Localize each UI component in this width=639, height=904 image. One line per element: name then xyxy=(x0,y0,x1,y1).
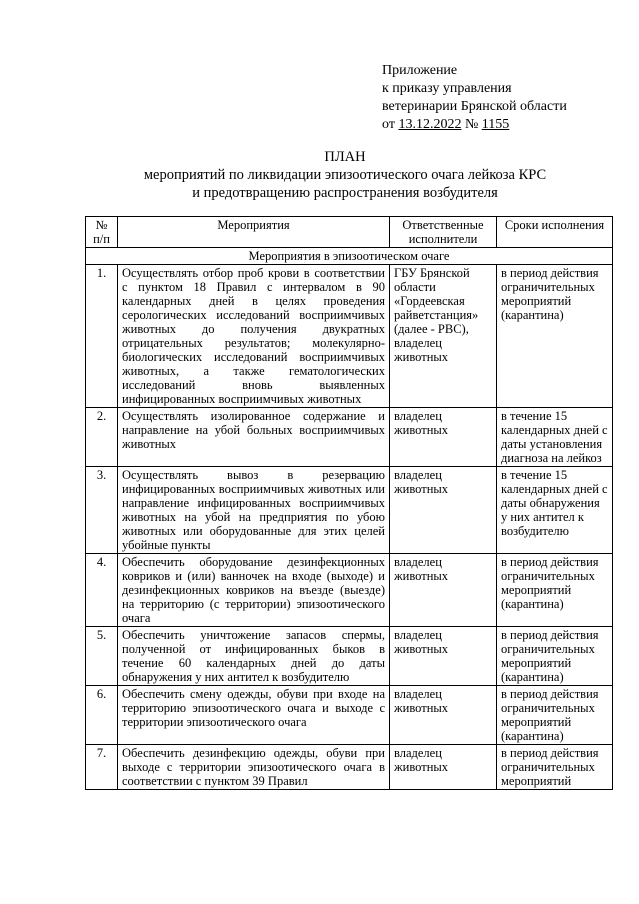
appendix-line: Приложение xyxy=(382,63,458,78)
document-title xyxy=(60,148,630,202)
table-row xyxy=(86,408,613,467)
row-activity: Осуществлять отбор проб крови в соответствии с пунктом 18 Правил с интервалом в 90 календарных дней в целях проведения серологических исследований восприимчивых животных до получения двукратных отрицательных результатов; молекулярно-биологических исследований восприимчивых животных, а также гематологических исследований вновь выявленных инфицированных восприимчивых животных xyxy=(118,265,390,408)
appendix-block xyxy=(382,62,567,134)
order-number: 1155 xyxy=(481,117,510,132)
table-row xyxy=(86,686,613,745)
row-num: 6. xyxy=(86,686,118,745)
row-activity: Осуществлять вывоз в резервацию инфицированных восприимчивых животных или направление инфицированных восприимчивых животных на убой на предприятия по убою животных или оборудованные для этих целей убойные пункты xyxy=(118,467,390,554)
table-row xyxy=(86,467,613,554)
row-responsible: ГБУ Брянской области «Гордеевская райветстанция» (далее - РВС), владелец животных xyxy=(390,265,497,408)
row-responsible: владелец животных xyxy=(390,686,497,745)
row-deadline: в течение 15 календарных дней с даты установления диагноза на лейкоз xyxy=(497,408,613,467)
header-activity: Мероприятия xyxy=(118,217,390,248)
header-deadline: Сроки исполнения xyxy=(497,217,613,248)
row-num: 7. xyxy=(86,745,118,790)
row-activity: Обеспечить оборудование дезинфекционных ковриков и (или) ванночек на входе (выходе) и дезинфекционных ковриков на въезде (выезде) на территорию (с территории) эпизоотического очага xyxy=(118,554,390,627)
section-row xyxy=(86,248,613,265)
row-responsible: владелец животных xyxy=(390,627,497,686)
title-heading: ПЛАН xyxy=(324,149,366,165)
row-deadline: в течение 15 календарных дней с даты обнаружения у них антител к возбудителю xyxy=(497,467,613,554)
row-deadline: в период действия ограничительных мероприятий xyxy=(497,745,613,790)
table-row xyxy=(86,554,613,627)
order-date: 13.12.2022 xyxy=(398,117,462,132)
row-num: 2. xyxy=(86,408,118,467)
table-row xyxy=(86,745,613,790)
row-num: 4. xyxy=(86,554,118,627)
appendix-line: ветеринарии Брянской области xyxy=(382,99,567,114)
row-num: 3. xyxy=(86,467,118,554)
row-responsible: владелец животных xyxy=(390,745,497,790)
row-activity: Обеспечить смену одежды, обуви при входе на территорию эпизоотического очага и выходе с территории эпизоотического очага xyxy=(118,686,390,745)
table-row xyxy=(86,627,613,686)
table-row xyxy=(86,265,613,408)
section-title: Мероприятия в эпизоотическом очаге xyxy=(86,248,613,265)
row-responsible: владелец животных xyxy=(390,467,497,554)
row-responsible: владелец животных xyxy=(390,408,497,467)
row-deadline: в период действия ограничительных мероприятий (карантина) xyxy=(497,686,613,745)
date-prefix: от xyxy=(382,117,399,132)
row-activity: Обеспечить дезинфекцию одежды, обуви при выходе с территории эпизоотического очага в соответствии с пунктом 39 Правил xyxy=(118,745,390,790)
plan-table xyxy=(85,216,613,790)
row-deadline: в период действия ограничительных мероприятий (карантина) xyxy=(497,554,613,627)
row-deadline: в период действия ограничительных мероприятий (карантина) xyxy=(497,265,613,408)
row-activity: Осуществлять изолированное содержание и направление на убой больных восприимчивых животных xyxy=(118,408,390,467)
row-responsible: владелец животных xyxy=(390,554,497,627)
table-header-row xyxy=(86,217,613,248)
row-num: 5. xyxy=(86,627,118,686)
appendix-line: к приказу управления xyxy=(382,81,512,96)
row-activity: Обеспечить уничтожение запасов спермы, полученной от инфицированных быков в течение 60 календарных дней до даты обнаружения у них антител к возбудителю xyxy=(118,627,390,686)
header-num: № п/п xyxy=(86,217,118,248)
row-deadline: в период действия ограничительных мероприятий (карантина) xyxy=(497,627,613,686)
title-line: и предотвращению распространения возбудителя xyxy=(192,185,498,201)
header-responsible: Ответственные исполнители xyxy=(390,217,497,248)
row-num: 1. xyxy=(86,265,118,408)
number-prefix: № xyxy=(461,117,482,132)
appendix-date-line xyxy=(382,116,567,134)
title-line: мероприятий по ликвидации эпизоотического очага лейкоза КРС xyxy=(143,167,547,183)
